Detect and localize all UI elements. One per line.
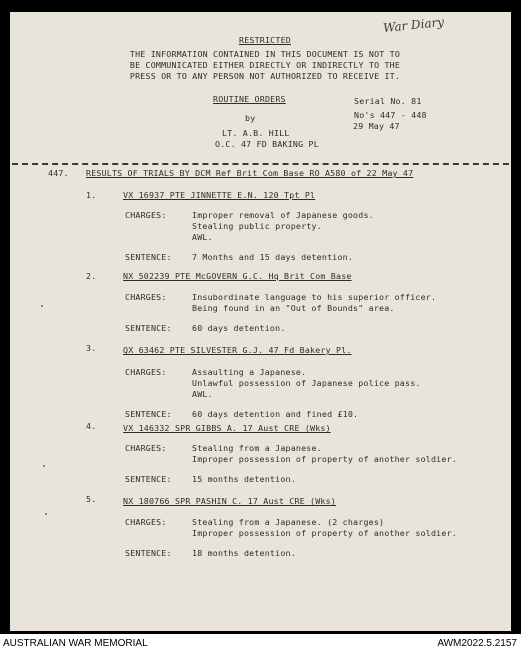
- case-accused: QX 63462 PTE SILVESTER G.J. 47 Fd Bakery Pl.: [123, 345, 352, 355]
- document-title: ROUTINE ORDERS: [213, 94, 286, 104]
- sentence-label: SENTENCE:: [125, 252, 172, 262]
- notice-line-2: BE COMMUNICATED EITHER DIRECTLY OR INDIRECTLY TO THE: [129, 60, 401, 70]
- sentence-text: 15 months detention.: [192, 474, 296, 484]
- charges-label: CHARGES:: [125, 292, 167, 302]
- sentence-text: 7 Months and 15 days detention.: [192, 252, 354, 262]
- order-numbers: No's 447 - 448: [354, 110, 427, 120]
- case-number: 2.: [86, 271, 97, 281]
- sentence-label: SENTENCE:: [125, 474, 172, 484]
- case-number: 5.: [86, 494, 97, 504]
- sentence-text: 60 days detention.: [192, 323, 286, 333]
- charge-line: Insubordinate language to his superior officer.: [192, 292, 437, 302]
- by-label: by: [245, 113, 256, 123]
- case-accused: NX 502239 PTE McGOVERN G.C. Hq Brit Com Base: [123, 271, 352, 281]
- paper-speck: [45, 513, 47, 515]
- footer-institution: AUSTRALIAN WAR MEMORIAL: [3, 638, 148, 649]
- sentence-label: SENTENCE:: [125, 548, 172, 558]
- charge-line: Unlawful possession of Japanese police pass.: [192, 378, 421, 388]
- sentence-text: 60 days detention and fined £10.: [192, 409, 359, 419]
- order-number: 447.: [48, 168, 69, 178]
- charge-line: Improper possession of property of another soldier.: [192, 454, 457, 464]
- charge-line: AWL.: [192, 232, 213, 242]
- author-unit: O.C. 47 FD BAKING PL: [215, 139, 319, 149]
- charge-line: Improper removal of Japanese goods.: [192, 210, 374, 220]
- charges-label: CHARGES:: [125, 517, 167, 527]
- charges-label: CHARGES:: [125, 210, 167, 220]
- footer-catalogue-id: AWM2022.5.2157: [437, 638, 517, 649]
- sentence-text: 18 months detention.: [192, 548, 296, 558]
- notice-line-3: PRESS OR TO ANY PERSON NOT AUTHORIZED TO RECEIVE IT.: [129, 71, 401, 81]
- author-name: LT. A.B. HILL: [222, 128, 290, 138]
- sentence-label: SENTENCE:: [125, 409, 172, 419]
- document-page: [10, 12, 511, 631]
- serial-number: Serial No. 81: [354, 96, 422, 106]
- charge-line: Improper possession of property of another soldier.: [192, 528, 457, 538]
- case-accused: NX 180766 SPR PASHIN C. 17 Aust CRE (Wks): [123, 496, 337, 506]
- classification-label: RESTRICTED: [239, 35, 291, 45]
- case-number: 1.: [86, 190, 97, 200]
- charge-line: Assaulting a Japanese.: [192, 367, 307, 377]
- sentence-label: SENTENCE:: [125, 323, 172, 333]
- handwritten-annotation: War Diary: [382, 14, 445, 36]
- charge-line: Stealing public property.: [192, 221, 322, 231]
- paper-speck: [41, 305, 43, 307]
- order-date: 29 May 47: [353, 121, 400, 131]
- footer-bar: [0, 634, 521, 653]
- case-accused: VX 16937 PTE JINNETTE E.N. 120 Tpt Pl: [123, 190, 316, 200]
- charges-label: CHARGES:: [125, 367, 167, 377]
- charge-line: Stealing from a Japanese. (2 charges): [192, 517, 385, 527]
- charge-line: AWL.: [192, 389, 213, 399]
- case-number: 3.: [86, 343, 97, 353]
- charges-label: CHARGES:: [125, 443, 167, 453]
- case-number: 4.: [86, 421, 97, 431]
- order-heading: RESULTS OF TRIALS BY DCM Ref Brit Com Base RO A580 of 22 May 47: [86, 168, 414, 178]
- notice-line-1: THE INFORMATION CONTAINED IN THIS DOCUMENT IS NOT TO: [129, 49, 401, 59]
- paper-speck: [43, 465, 45, 467]
- charge-line: Being found in an "Out of Bounds" area.: [192, 303, 395, 313]
- section-divider: [12, 163, 509, 165]
- case-accused: VX 146332 SPR GIBBS A. 17 Aust CRE (Wks): [123, 423, 331, 433]
- charge-line: Stealing from a Japanese.: [192, 443, 322, 453]
